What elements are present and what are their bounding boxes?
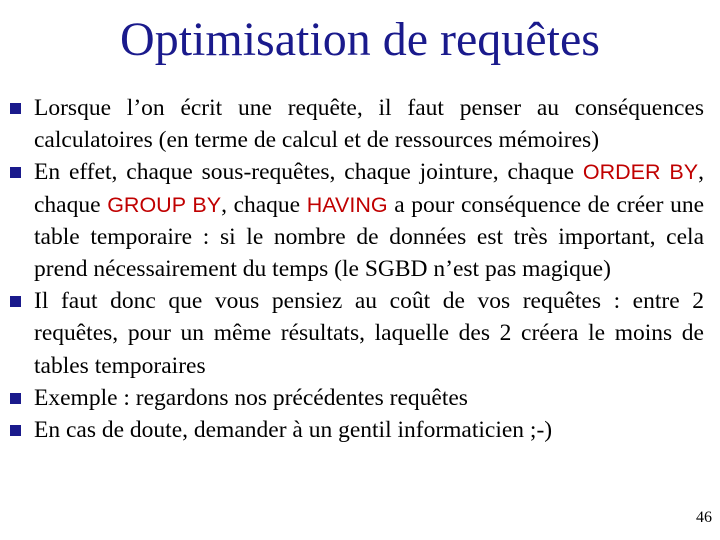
square-bullet-icon <box>10 425 21 436</box>
bullet-text: a pour conséquence de créer une table temporaire : si le nombre de données est très important, cela prend nécessairement du temps (le SGBD n’est pas magique) <box>34 191 705 283</box>
bullet-list <box>0 92 720 446</box>
bullet-text: En effet, chaque sous-requêtes, chaque jointure, chaque <box>34 159 583 186</box>
bullet-text: Il faut donc que vous pensiez au coût de vos requêtes : entre 2 requêtes, pour un même résultats, laquelle des 2 créera le moins de tables temporaires <box>34 288 704 379</box>
square-bullet-icon <box>10 296 21 307</box>
keyword-group-by: GROUP BY <box>107 192 222 217</box>
square-bullet-icon <box>10 103 21 114</box>
bullet-item-2 <box>0 156 704 285</box>
bullet-text: , chaque <box>34 159 704 218</box>
square-bullet-icon <box>10 167 21 178</box>
keyword-order-by: ORDER BY <box>582 160 699 185</box>
bullet-item-4 <box>0 382 704 414</box>
bullet-text: Lorsque l’on écrit une requête, il faut penser au conséquences calculatoires (en terme de calcul et de ressources mémoires) <box>34 95 704 154</box>
slide-title: Optimisation de requêtes <box>120 13 600 66</box>
bullet-text: , chaque <box>221 191 307 218</box>
bullet-item-3 <box>0 285 704 382</box>
page-number: 46 <box>696 509 712 526</box>
bullet-item-5 <box>0 414 704 446</box>
keyword-having: HAVING <box>306 192 388 217</box>
bullet-text: Exemple : regardons nos précédentes requêtes <box>34 384 468 411</box>
bullet-text: En cas de doute, demander à un gentil informaticien ;-) <box>34 417 553 444</box>
square-bullet-icon <box>10 393 21 404</box>
bullet-item-1 <box>0 92 704 156</box>
